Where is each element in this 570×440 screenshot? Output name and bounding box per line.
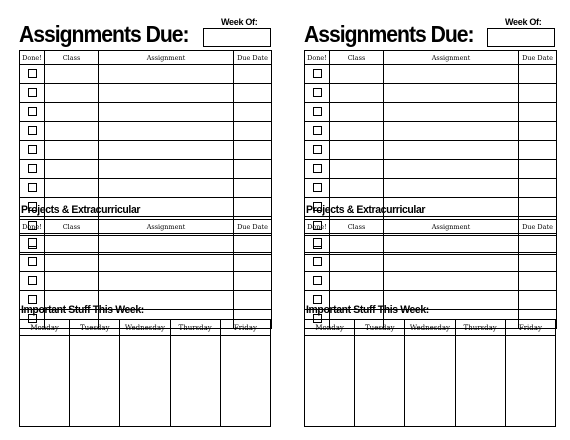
wednesday-notes-cell[interactable] xyxy=(405,336,455,427)
table-row xyxy=(20,122,272,141)
column-header-assignment: Assignment xyxy=(99,51,234,65)
assignment-cell[interactable] xyxy=(99,160,234,179)
weekly-notes-table xyxy=(19,319,271,427)
weekday-notes-row xyxy=(305,336,556,427)
done-checkbox[interactable] xyxy=(28,164,37,173)
assignment-cell[interactable] xyxy=(384,272,519,291)
page-title: Assignments Due: xyxy=(19,21,189,47)
due-date-cell[interactable] xyxy=(519,141,557,160)
week-of-label: Week Of: xyxy=(221,17,258,27)
class-cell[interactable] xyxy=(45,122,99,141)
due-date-cell[interactable] xyxy=(234,253,272,272)
done-cell[interactable] xyxy=(20,84,45,103)
class-cell[interactable] xyxy=(330,84,384,103)
table-row xyxy=(305,141,557,160)
assignment-cell[interactable] xyxy=(99,272,234,291)
important-section-title: Important Stuff This Week: xyxy=(21,304,144,316)
done-checkbox[interactable] xyxy=(28,295,37,304)
weekday-monday: Monday xyxy=(20,320,70,336)
weekday-tuesday: Tuesday xyxy=(355,320,405,336)
due-date-cell[interactable] xyxy=(234,141,272,160)
column-header-class: Class xyxy=(45,51,99,65)
done-checkbox[interactable] xyxy=(313,276,322,285)
weekday-header-row xyxy=(20,320,271,336)
assignment-cell[interactable] xyxy=(99,234,234,253)
due-date-cell[interactable] xyxy=(519,253,557,272)
weekday-monday: Monday xyxy=(305,320,355,336)
weekday-notes-row xyxy=(20,336,271,427)
done-checkbox[interactable] xyxy=(28,69,37,78)
class-cell[interactable] xyxy=(45,160,99,179)
due-date-cell[interactable] xyxy=(519,84,557,103)
done-checkbox[interactable] xyxy=(28,238,37,247)
weekday-thursday: Thursday xyxy=(170,320,220,336)
column-header-due-date: Due Date xyxy=(519,220,557,234)
weekday-wednesday: Wednesday xyxy=(120,320,170,336)
assignment-cell[interactable] xyxy=(384,179,519,198)
table-header-row xyxy=(305,220,557,234)
due-date-cell[interactable] xyxy=(519,179,557,198)
weekday-wednesday: Wednesday xyxy=(405,320,455,336)
done-checkbox[interactable] xyxy=(28,276,37,285)
table-row xyxy=(20,160,272,179)
table-row xyxy=(20,253,272,272)
column-header-class: Class xyxy=(45,220,99,234)
tuesday-notes-cell[interactable] xyxy=(355,336,405,427)
done-checkbox[interactable] xyxy=(313,69,322,78)
due-date-cell[interactable] xyxy=(519,234,557,253)
assignment-cell[interactable] xyxy=(384,103,519,122)
due-date-cell[interactable] xyxy=(519,160,557,179)
table-row xyxy=(20,272,272,291)
done-checkbox[interactable] xyxy=(28,88,37,97)
assignment-cell[interactable] xyxy=(99,141,234,160)
done-checkbox[interactable] xyxy=(28,183,37,192)
class-cell[interactable] xyxy=(330,122,384,141)
column-header-due-date: Due Date xyxy=(519,51,557,65)
due-date-cell[interactable] xyxy=(234,84,272,103)
assignment-cell[interactable] xyxy=(99,103,234,122)
table-row xyxy=(305,272,557,291)
tuesday-notes-cell[interactable] xyxy=(70,336,120,427)
done-cell[interactable] xyxy=(20,122,45,141)
done-cell[interactable] xyxy=(20,103,45,122)
table-row xyxy=(305,84,557,103)
done-cell[interactable] xyxy=(305,84,330,103)
table-header-row xyxy=(20,51,272,65)
table-row xyxy=(20,103,272,122)
column-header-done: Done! xyxy=(20,51,45,65)
table-row xyxy=(20,179,272,198)
weekly-notes-table xyxy=(304,319,556,427)
done-checkbox[interactable] xyxy=(313,107,322,116)
thursday-notes-cell[interactable] xyxy=(170,336,220,427)
done-checkbox[interactable] xyxy=(313,183,322,192)
done-checkbox[interactable] xyxy=(313,238,322,247)
planner-page-right xyxy=(304,0,556,440)
due-date-cell[interactable] xyxy=(234,103,272,122)
done-cell[interactable] xyxy=(305,160,330,179)
table-row xyxy=(305,234,557,253)
table-header-row xyxy=(305,51,557,65)
column-header-assignment: Assignment xyxy=(384,51,519,65)
done-cell[interactable] xyxy=(20,253,45,272)
monday-notes-cell[interactable] xyxy=(20,336,70,427)
weekday-tuesday: Tuesday xyxy=(70,320,120,336)
done-cell[interactable] xyxy=(305,122,330,141)
done-cell[interactable] xyxy=(20,234,45,253)
class-cell[interactable] xyxy=(330,234,384,253)
table-row xyxy=(305,103,557,122)
week-of-field[interactable] xyxy=(203,28,271,47)
done-checkbox[interactable] xyxy=(28,107,37,116)
class-cell[interactable] xyxy=(45,179,99,198)
due-date-cell[interactable] xyxy=(234,198,272,217)
done-cell[interactable] xyxy=(20,160,45,179)
done-checkbox[interactable] xyxy=(313,145,322,154)
column-header-done: Done! xyxy=(305,51,330,65)
weekday-friday: Friday xyxy=(505,320,555,336)
done-checkbox[interactable] xyxy=(313,164,322,173)
table-row xyxy=(305,253,557,272)
done-checkbox[interactable] xyxy=(313,88,322,97)
table-row xyxy=(305,179,557,198)
weekday-thursday: Thursday xyxy=(455,320,505,336)
page-title: Assignments Due: xyxy=(304,21,474,47)
class-cell[interactable] xyxy=(45,272,99,291)
projects-section-title: Projects & Extracurricular xyxy=(21,204,141,216)
done-cell[interactable] xyxy=(305,272,330,291)
friday-notes-cell[interactable] xyxy=(220,336,270,427)
class-cell[interactable] xyxy=(45,84,99,103)
assignment-cell[interactable] xyxy=(99,65,234,84)
done-checkbox[interactable] xyxy=(313,257,322,266)
table-header-row xyxy=(20,220,272,234)
column-header-done: Done! xyxy=(305,220,330,234)
due-date-cell[interactable] xyxy=(519,103,557,122)
class-cell[interactable] xyxy=(45,65,99,84)
class-cell[interactable] xyxy=(330,179,384,198)
due-date-cell[interactable] xyxy=(519,198,557,217)
done-cell[interactable] xyxy=(305,103,330,122)
week-of-field[interactable] xyxy=(487,28,555,47)
table-row xyxy=(20,84,272,103)
thursday-notes-cell[interactable] xyxy=(455,336,505,427)
done-checkbox[interactable] xyxy=(313,295,322,304)
planner-page-left xyxy=(19,0,271,440)
assignment-cell[interactable] xyxy=(384,84,519,103)
done-cell[interactable] xyxy=(305,141,330,160)
column-header-assignment: Assignment xyxy=(99,220,234,234)
week-of-label: Week Of: xyxy=(505,17,542,27)
due-date-cell[interactable] xyxy=(234,65,272,84)
done-cell[interactable] xyxy=(20,65,45,84)
assignment-cell[interactable] xyxy=(384,122,519,141)
assignment-cell[interactable] xyxy=(99,84,234,103)
due-date-cell[interactable] xyxy=(234,234,272,253)
class-cell[interactable] xyxy=(330,103,384,122)
done-cell[interactable] xyxy=(305,65,330,84)
class-cell[interactable] xyxy=(330,160,384,179)
due-date-cell[interactable] xyxy=(519,122,557,141)
table-row xyxy=(305,160,557,179)
due-date-cell[interactable] xyxy=(234,179,272,198)
column-header-class: Class xyxy=(330,51,384,65)
wednesday-notes-cell[interactable] xyxy=(120,336,170,427)
assignment-cell[interactable] xyxy=(99,253,234,272)
friday-notes-cell[interactable] xyxy=(505,336,555,427)
column-header-due-date: Due Date xyxy=(234,51,272,65)
done-cell[interactable] xyxy=(20,141,45,160)
done-checkbox[interactable] xyxy=(28,257,37,266)
column-header-assignment: Assignment xyxy=(384,220,519,234)
done-cell[interactable] xyxy=(305,253,330,272)
table-row xyxy=(305,65,557,84)
assignment-cell[interactable] xyxy=(384,160,519,179)
assignment-cell[interactable] xyxy=(384,65,519,84)
due-date-cell[interactable] xyxy=(519,65,557,84)
column-header-class: Class xyxy=(330,220,384,234)
due-date-cell[interactable] xyxy=(519,272,557,291)
done-cell[interactable] xyxy=(305,234,330,253)
due-date-cell[interactable] xyxy=(234,122,272,141)
done-cell[interactable] xyxy=(20,272,45,291)
due-date-cell[interactable] xyxy=(234,291,272,310)
class-cell[interactable] xyxy=(330,253,384,272)
weekday-friday: Friday xyxy=(220,320,270,336)
monday-notes-cell[interactable] xyxy=(305,336,355,427)
done-cell[interactable] xyxy=(305,179,330,198)
assignment-cell[interactable] xyxy=(99,179,234,198)
done-checkbox[interactable] xyxy=(313,126,322,135)
column-header-due-date: Due Date xyxy=(234,220,272,234)
due-date-cell[interactable] xyxy=(234,160,272,179)
assignment-cell[interactable] xyxy=(99,122,234,141)
assignment-cell[interactable] xyxy=(384,141,519,160)
table-row xyxy=(20,65,272,84)
done-checkbox[interactable] xyxy=(28,145,37,154)
table-row xyxy=(20,234,272,253)
column-header-done: Done! xyxy=(20,220,45,234)
assignment-cell[interactable] xyxy=(384,253,519,272)
projects-section-title: Projects & Extracurricular xyxy=(306,204,426,216)
important-section-title: Important Stuff This Week: xyxy=(306,304,429,316)
class-cell[interactable] xyxy=(45,103,99,122)
assignment-cell[interactable] xyxy=(384,234,519,253)
class-cell[interactable] xyxy=(45,253,99,272)
table-row xyxy=(20,141,272,160)
due-date-cell[interactable] xyxy=(519,291,557,310)
class-cell[interactable] xyxy=(45,234,99,253)
class-cell[interactable] xyxy=(45,141,99,160)
weekday-header-row xyxy=(305,320,556,336)
class-cell[interactable] xyxy=(330,65,384,84)
done-cell[interactable] xyxy=(20,179,45,198)
done-checkbox[interactable] xyxy=(28,126,37,135)
due-date-cell[interactable] xyxy=(234,272,272,291)
class-cell[interactable] xyxy=(330,141,384,160)
class-cell[interactable] xyxy=(330,272,384,291)
table-row xyxy=(305,122,557,141)
